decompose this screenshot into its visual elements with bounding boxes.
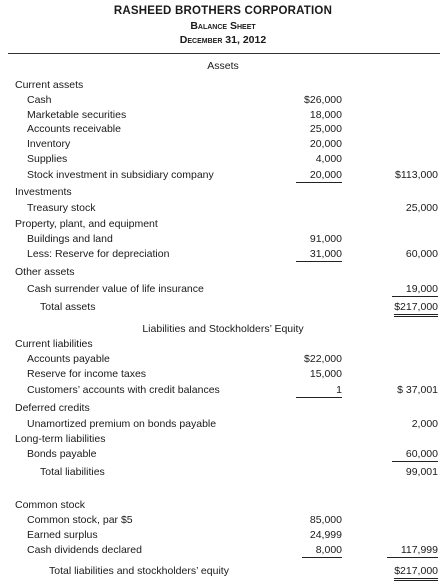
table-row	[0, 93, 446, 107]
row-total: $113,000	[394, 169, 438, 181]
table-row	[0, 78, 446, 92]
table-row	[0, 498, 446, 512]
row-total: $ 37,001	[397, 384, 438, 396]
row-total: 60,000	[405, 248, 438, 260]
table-row	[0, 432, 446, 446]
row-label: Total liabilities	[40, 466, 105, 478]
row-amount: $26,000	[304, 94, 342, 106]
row-amount: 20,000	[309, 138, 342, 150]
row-total: 25,000	[405, 202, 438, 214]
header-divider	[8, 53, 440, 54]
row-label: Total assets	[40, 301, 96, 313]
row-amount: 15,000	[309, 368, 342, 380]
row-label: Bonds payable	[27, 448, 97, 460]
table-row	[0, 168, 446, 182]
row-amount: 18,000	[309, 109, 342, 121]
row-amount: 8,000	[302, 543, 342, 558]
row-label: Accounts payable	[27, 353, 110, 365]
table-row	[0, 300, 446, 314]
row-label: Cash dividends declared	[27, 544, 142, 556]
table-row	[0, 564, 446, 578]
table-row	[0, 417, 446, 431]
table-row	[0, 337, 446, 351]
row-amount: 4,000	[315, 153, 342, 165]
row-total: 99,001	[405, 466, 438, 478]
table-row	[0, 367, 446, 381]
row-label: Accounts receivable	[27, 123, 121, 135]
row-label: Stock investment in subsidiary company	[27, 169, 214, 181]
row-label: Cash	[27, 94, 52, 106]
table-row	[0, 543, 446, 557]
table-row	[0, 137, 446, 151]
table-row	[0, 465, 446, 479]
row-amount: 20,000	[296, 168, 342, 183]
row-total: 60,000	[392, 447, 438, 462]
table-row	[0, 401, 446, 415]
row-label: Investments	[15, 186, 72, 198]
row-label: Inventory	[27, 138, 71, 150]
grand-total: $217,000	[394, 564, 438, 581]
table-row	[0, 152, 446, 166]
grand-total: $217,000	[394, 300, 438, 317]
row-label: Customers’ accounts with credit balances	[27, 384, 220, 396]
table-row	[0, 122, 446, 136]
row-label: Current liabilities	[15, 338, 93, 350]
table-row	[0, 247, 446, 261]
row-label: Buildings and land	[27, 233, 113, 245]
table-row	[0, 528, 446, 542]
row-total: 19,000	[392, 282, 438, 297]
row-total: 2,000	[411, 418, 438, 430]
row-total: 117,999	[387, 543, 438, 558]
row-label: Cash surrender value of life insurance	[27, 283, 204, 295]
row-label: Less: Reserve for depreciation	[27, 248, 170, 260]
table-row	[0, 201, 446, 215]
row-label: Treasury stock	[27, 202, 96, 214]
row-amount: 25,000	[309, 123, 342, 135]
table-row	[0, 282, 446, 296]
row-label: Other assets	[15, 266, 75, 278]
row-label: Supplies	[27, 153, 68, 165]
table-row	[0, 447, 446, 461]
row-label: Long-term liabilities	[15, 433, 106, 445]
row-label: Current assets	[15, 79, 84, 91]
row-label: Common stock	[15, 499, 86, 511]
table-row	[0, 232, 446, 246]
row-amount: 85,000	[309, 514, 342, 526]
row-amount: 24,999	[309, 529, 342, 541]
row-label: Deferred credits	[15, 402, 90, 414]
table-row	[0, 108, 446, 122]
row-label: Total liabilities and stockholders’ equity	[49, 565, 229, 577]
row-amount: 91,000	[309, 233, 342, 245]
statement-title: Balance Sheet	[190, 20, 256, 32]
table-row	[0, 383, 446, 397]
table-row	[0, 352, 446, 366]
row-label: Common stock, par $5	[27, 514, 133, 526]
row-label: Marketable securities	[27, 109, 127, 121]
table-row	[0, 217, 446, 231]
row-label: Property, plant, and equipment	[15, 218, 158, 230]
row-label: Reserve for income taxes	[27, 368, 147, 380]
table-row	[0, 513, 446, 527]
table-row	[0, 265, 446, 279]
row-amount: 1	[296, 383, 342, 398]
statement-date: December 31, 2012	[179, 34, 267, 46]
assets-heading: Assets	[207, 60, 239, 72]
row-amount: $22,000	[304, 353, 342, 365]
row-label: Earned surplus	[27, 529, 98, 541]
company-name: RASHEED BROTHERS CORPORATION	[113, 5, 333, 17]
liabilities-heading: Liabilities and Stockholders’ Equity	[142, 323, 304, 335]
table-row	[0, 185, 446, 199]
row-label: Unamortized premium on bonds payable	[27, 418, 217, 430]
row-amount: 31,000	[296, 247, 342, 262]
